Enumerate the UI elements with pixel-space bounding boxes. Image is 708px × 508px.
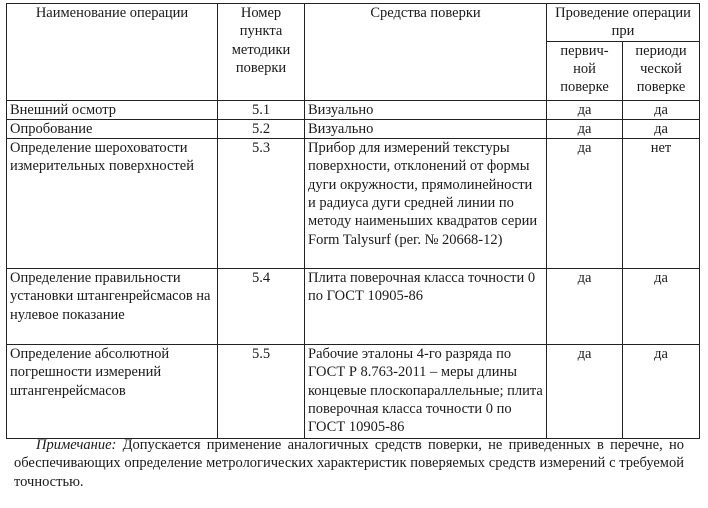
row-primary-flag: да [547,139,623,269]
table-note [14,436,684,491]
header-operation-name: Наименование операции [7,4,218,101]
row-periodic-flag: нет [623,139,700,269]
row-primary-flag: да [547,100,623,119]
row-verification-means: Визуально [305,100,547,119]
header-conduct-operation: Проведение операции при [547,4,700,42]
header-periodic-verification: периоди ческой поверке [623,41,700,100]
row-primary-flag: да [547,269,623,345]
header-verification-means: Средства поверки [305,4,547,101]
row-periodic-flag: да [623,119,700,138]
row-verification-means: Рабочие эталоны 4-го разряда по ГОСТ Р 8.763-2011 – меры длины концевые плоскопараллельные; плита поверочная класса точности 0 по ГОСТ 10905-86 [305,345,547,439]
row-point-number: 5.4 [218,269,305,345]
row-operation-name: Определение абсолютной погрешности измерений штангенрейсмасов [7,345,218,439]
header-point-number: Номер пункта методики поверки [218,4,305,101]
row-periodic-flag: да [623,345,700,439]
header-primary-verification: первич-ной поверке [547,41,623,100]
row-periodic-flag: да [623,269,700,345]
row-verification-means: Визуально [305,119,547,138]
row-periodic-flag: да [623,100,700,119]
table-row [7,100,700,119]
row-operation-name: Определение правильности установки штангенрейсмасов на нулевое показание [7,269,218,345]
table-row [7,139,700,269]
verification-operations-table [6,3,700,439]
row-point-number: 5.3 [218,139,305,269]
row-verification-means: Плита поверочная класса точности 0 по ГОСТ 10905-86 [305,269,547,345]
header-row-1 [7,4,700,42]
row-operation-name: Опробование [7,119,218,138]
table-row [7,119,700,138]
row-primary-flag: да [547,345,623,439]
table-row [7,269,700,345]
row-verification-means: Прибор для измерений текстуры поверхности, отклонений от формы дуги окружности, прямолинейности и радиуса дуги средней линии по методу наименьших квадратов серии Form Talysurf (рег. № 20668-12) [305,139,547,269]
table-row [7,345,700,439]
row-operation-name: Внешний осмотр [7,100,218,119]
note-label: Примечание: [36,437,117,453]
row-point-number: 5.1 [218,100,305,119]
note-text: Допускается применение аналогичных средств поверки, не приведенных в перечне, но обеспечивающих определение метрологических характеристик поверяемых средств измерений с требуемой точностью. [14,437,685,490]
row-point-number: 5.2 [218,119,305,138]
row-primary-flag: да [547,119,623,138]
row-operation-name: Определение шероховатости измерительных поверхностей [7,139,218,269]
row-point-number: 5.5 [218,345,305,439]
